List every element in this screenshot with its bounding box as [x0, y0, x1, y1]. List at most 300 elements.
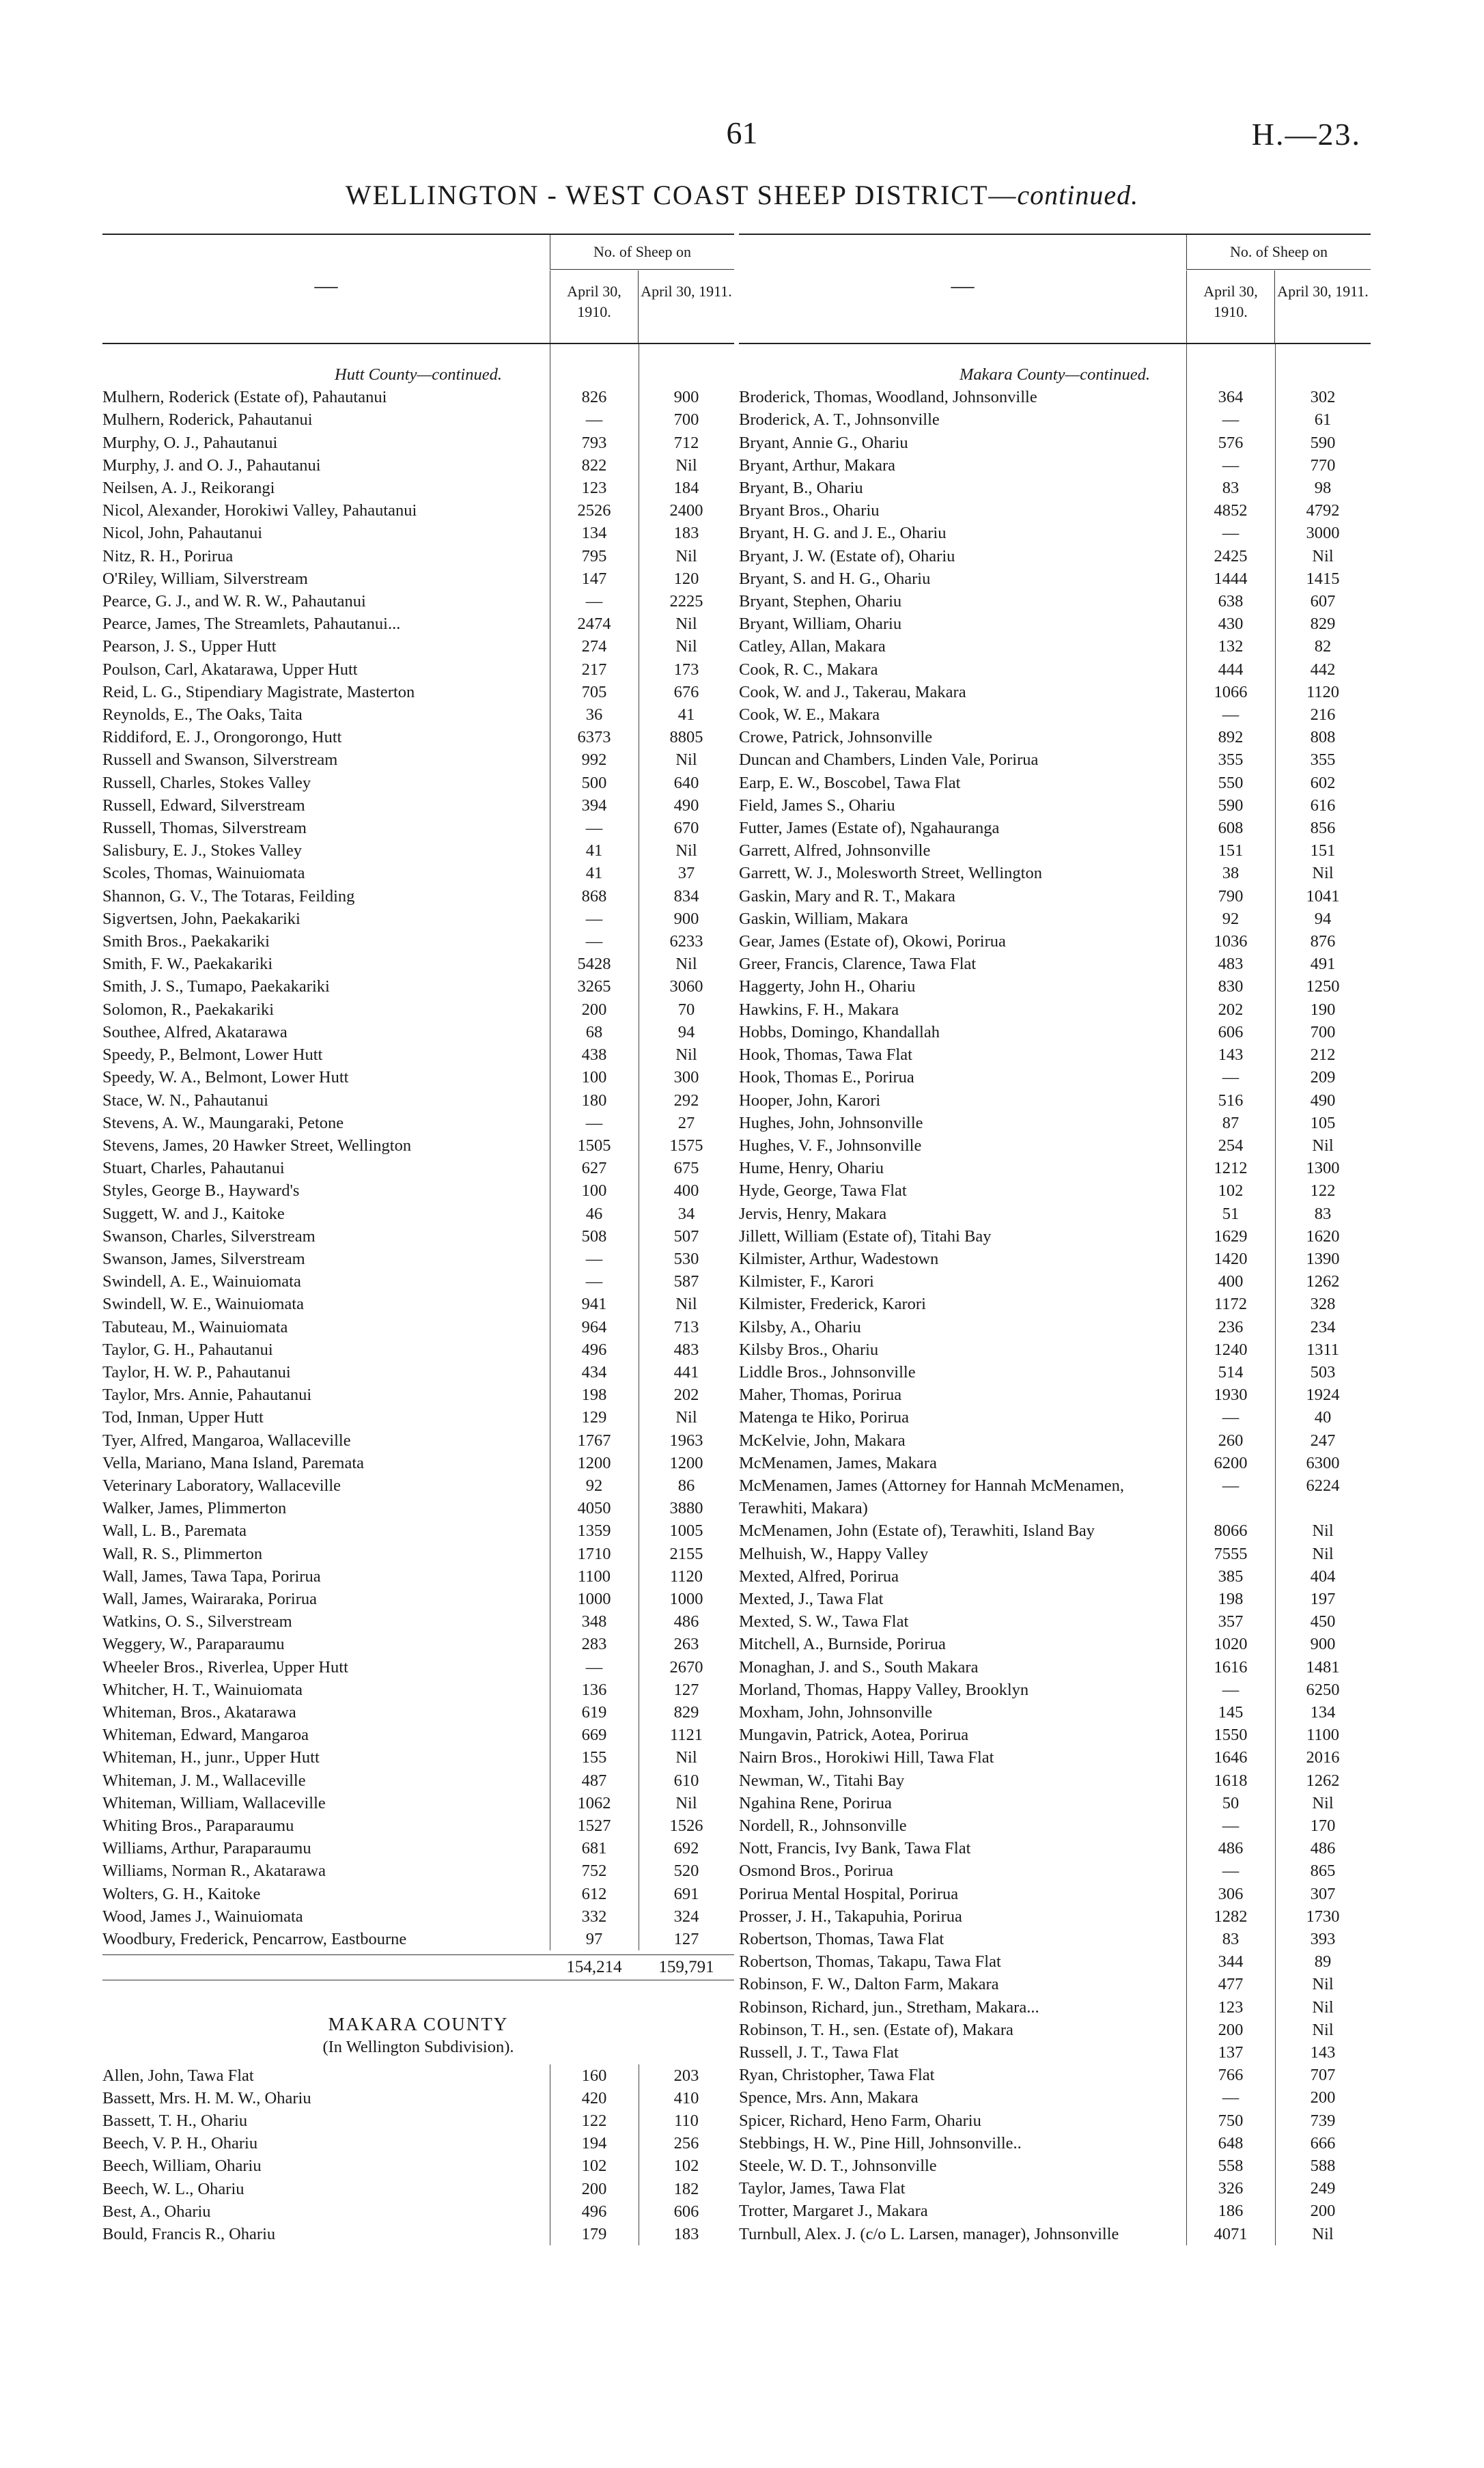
- owner-name: Broderick, Thomas, Woodland, Johnsonville: [739, 388, 1037, 407]
- owner-name: Watkins, O. S., Silverstream: [102, 1612, 292, 1631]
- sheep-1911: Nil: [1312, 1136, 1334, 1155]
- owner-name: Haggerty, John H., Ohariu: [739, 977, 916, 996]
- owner-name: Murphy, O. J., Pahautanui: [102, 433, 278, 452]
- sheep-1911: Nil: [1312, 2020, 1334, 2039]
- header-col-1911: April 30, 1911.: [641, 283, 732, 300]
- sheep-1910: 143: [1218, 1046, 1244, 1065]
- sheep-1911: 856: [1310, 819, 1336, 838]
- sheep-1911: 2155: [669, 1544, 703, 1563]
- table-row: [739, 930, 1371, 953]
- owner-name: Scoles, Thomas, Wainuiomata: [102, 864, 305, 883]
- owner-name: Taylor, James, Tawa Flat: [739, 2179, 906, 2198]
- owner-name: Matenga te Hiko, Porirua: [739, 1408, 910, 1427]
- sheep-1911: 610: [673, 1771, 699, 1790]
- sheep-1910: 344: [1218, 1952, 1244, 1972]
- sheep-1910: 4050: [577, 1499, 611, 1518]
- sheep-1911: 173: [673, 660, 699, 679]
- table-row: [102, 1814, 734, 1837]
- sheep-1911: 183: [673, 2225, 699, 2244]
- sheep-1910: 2526: [577, 501, 611, 520]
- sheep-1911: 491: [1310, 955, 1336, 974]
- sheep-1910: —: [585, 1249, 603, 1268]
- sheep-1910: 129: [581, 1408, 607, 1427]
- owner-name: Williams, Arthur, Paraparaumu: [102, 1839, 311, 1858]
- table-row: [739, 1361, 1371, 1384]
- sheep-1911: 1120: [1306, 682, 1340, 701]
- sheep-1911: 6300: [1306, 1453, 1340, 1472]
- owner-name: Duncan and Chambers, Linden Vale, Porirua: [739, 751, 1039, 770]
- sheep-1911: 829: [673, 1702, 699, 1722]
- sheep-1910: 1616: [1214, 1657, 1248, 1677]
- sheep-1910: 260: [1218, 1431, 1244, 1450]
- sheep-1911: 1121: [669, 1726, 703, 1745]
- owner-name: Wall, James, Wairaraka, Porirua: [102, 1589, 317, 1608]
- owner-name: Styles, George B., Hayward's: [102, 1181, 300, 1201]
- owner-name: Woodbury, Frederick, Pencarrow, Eastbourne: [102, 1930, 407, 1949]
- owner-name: Whitcher, H. T., Wainuiomata: [102, 1680, 303, 1699]
- owner-name: Bassett, T. H., Ohariu: [102, 2112, 248, 2131]
- sheep-1911: 1526: [669, 1817, 703, 1835]
- sheep-1910: 444: [1218, 660, 1244, 679]
- sheep-1910: 487: [581, 1771, 607, 1790]
- sheep-1910: 7555: [1214, 1544, 1248, 1563]
- sheep-1910: 155: [581, 1748, 607, 1767]
- sheep-1910: 122: [581, 2112, 607, 2131]
- right-table-header: [739, 234, 1371, 344]
- table-row: [739, 1157, 1371, 1179]
- table-row: [102, 885, 734, 908]
- owner-name: Mulhern, Roderick, Pahautanui: [102, 410, 313, 430]
- sheep-1910: 627: [581, 1159, 607, 1178]
- owner-name: Bryant, Arthur, Makara: [739, 455, 895, 475]
- sheep-1910: 669: [581, 1726, 607, 1745]
- sheep-1911: 134: [1310, 1702, 1336, 1722]
- sheep-1911: 404: [1310, 1567, 1336, 1586]
- sheep-1910: 6200: [1214, 1453, 1248, 1472]
- owner-name: Russell, J. T., Tawa Flat: [739, 2043, 899, 2062]
- sheep-1910: 134: [581, 524, 607, 543]
- sheep-1911: 202: [673, 1386, 699, 1405]
- table-row: [739, 748, 1371, 771]
- table-row: [739, 1950, 1371, 1973]
- sheep-1910: —: [1222, 455, 1240, 475]
- sheep-1910: 4071: [1214, 2224, 1248, 2243]
- sheep-1910: 1629: [1214, 1226, 1248, 1246]
- sheep-1911: 442: [1310, 660, 1336, 679]
- sheep-1911: 707: [1310, 2066, 1336, 2085]
- sheep-1910: 348: [581, 1612, 607, 1631]
- sheep-1910: 194: [581, 2134, 607, 2153]
- sheep-1911: 900: [1310, 1635, 1336, 1654]
- sheep-1910: 766: [1218, 2066, 1244, 2085]
- table-row: [739, 408, 1371, 431]
- table-row: [102, 862, 734, 884]
- table-row: [739, 2177, 1371, 2200]
- sheep-1910: 752: [581, 1862, 607, 1881]
- sheep-1911: 70: [677, 1000, 695, 1019]
- sheep-1911: Nil: [675, 1046, 697, 1065]
- table-row: [739, 1179, 1371, 1202]
- table-row: [102, 1293, 734, 1315]
- table-row: [102, 1905, 734, 1928]
- table-row: [102, 1883, 734, 1905]
- sheep-1910: 137: [1218, 2043, 1244, 2062]
- table-row: [102, 1406, 734, 1429]
- sheep-1911: 393: [1310, 1930, 1336, 1949]
- left-table-header: [102, 234, 734, 344]
- sheep-1911: 247: [1310, 1431, 1336, 1450]
- total-1910: 154,214: [566, 1958, 622, 1977]
- owner-name: Maher, Thomas, Porirua: [739, 1386, 902, 1405]
- table-row: [102, 567, 734, 590]
- owner-name: Robinson, F. W., Dalton Farm, Makara: [739, 1975, 999, 1994]
- sheep-1910: —: [585, 1657, 603, 1677]
- owner-name: Bassett, Mrs. H. M. W., Ohariu: [102, 2088, 311, 2107]
- sheep-1910: 1505: [577, 1136, 611, 1155]
- sheep-1910: 6373: [577, 728, 611, 747]
- table-row: [739, 1769, 1371, 1792]
- sheep-1911: 256: [673, 2134, 699, 2153]
- owner-name: Williams, Norman R., Akatarawa: [102, 1862, 326, 1881]
- table-row: [102, 2087, 734, 2109]
- sheep-1910: 1527: [577, 1817, 611, 1835]
- table-row: [739, 1203, 1371, 1225]
- owner-name: Kilsby, A., Ohariu: [739, 1317, 861, 1336]
- owner-name: Wolters, G. H., Kaitoke: [102, 1884, 261, 1903]
- table-row: [102, 1701, 734, 1724]
- sheep-1911: 486: [673, 1612, 699, 1631]
- owner-name: Suggett, W. and J., Kaitoke: [102, 1204, 285, 1223]
- owner-name: Russell, Thomas, Silverstream: [102, 819, 307, 838]
- owner-name: Porirua Mental Hospital, Porirua: [739, 1884, 959, 1903]
- owner-name: Hyde, George, Tawa Flat: [739, 1181, 907, 1201]
- table-row: [102, 703, 734, 726]
- sheep-1911: Nil: [675, 455, 697, 475]
- sheep-1910: 50: [1222, 1793, 1240, 1812]
- sheep-1910: 283: [581, 1635, 607, 1654]
- owner-name: Taylor, G. H., Pahautanui: [102, 1340, 273, 1359]
- sheep-1911: Nil: [675, 637, 697, 656]
- sheep-1910: 790: [1218, 886, 1244, 906]
- table-row: [102, 1837, 734, 1860]
- sheep-1910: 254: [1218, 1136, 1244, 1155]
- sheep-1910: 992: [581, 751, 607, 770]
- table-row: [739, 1406, 1371, 1429]
- owner-name: Whiteman, Edward, Mangaroa: [102, 1726, 309, 1745]
- sheep-1911: 490: [1310, 1091, 1336, 1110]
- page-title: [0, 179, 1484, 211]
- sheep-1911: Nil: [675, 751, 697, 770]
- sheep-1911: Nil: [1312, 1793, 1334, 1812]
- table-row: [739, 386, 1371, 408]
- owner-name: Wheeler Bros., Riverlea, Upper Hutt: [102, 1657, 348, 1677]
- right-column: [739, 234, 1371, 2245]
- sheep-1911: 83: [1314, 1204, 1332, 1223]
- right-table-body: [739, 344, 1371, 2245]
- sheep-1911: Nil: [1312, 1544, 1334, 1563]
- sheep-1910: 1240: [1214, 1340, 1248, 1359]
- table-row: [739, 703, 1371, 726]
- sheep-1911: 197: [1310, 1589, 1336, 1608]
- sheep-1910: 590: [1218, 796, 1244, 815]
- table-row: [102, 975, 734, 998]
- sheep-1910: 1618: [1214, 1771, 1248, 1790]
- sheep-1910: 795: [581, 546, 607, 565]
- title-main: WELLINGTON - WEST COAST SHEEP DISTRICT—: [345, 180, 1018, 210]
- owner-name: Hooper, John, Karori: [739, 1091, 881, 1110]
- table-row: [739, 590, 1371, 613]
- table-row: [739, 726, 1371, 748]
- sheep-1911: Nil: [1312, 1997, 1334, 2017]
- owner-name: Bryant, B., Ohariu: [739, 479, 863, 498]
- sheep-1910: 550: [1218, 773, 1244, 792]
- sheep-1910: 2474: [577, 615, 611, 634]
- sheep-1910: 1930: [1214, 1386, 1248, 1405]
- owner-name: O'Riley, William, Silverstream: [102, 569, 308, 588]
- table-row: [102, 930, 734, 953]
- sheep-1911: 200: [1310, 2202, 1336, 2221]
- sheep-1910: 500: [581, 773, 607, 792]
- table-row: [739, 953, 1371, 975]
- sheep-1910: 1420: [1214, 1249, 1248, 1268]
- owner-name: Reynolds, E., The Oaks, Taita: [102, 705, 303, 725]
- sheep-1911: 151: [1310, 841, 1336, 860]
- sheep-1911: 102: [673, 2157, 699, 2176]
- sheep-1911: 2225: [669, 592, 703, 611]
- table-row: [739, 1293, 1371, 1315]
- table-row: [739, 522, 1371, 544]
- header-col-1911: April 30, 1911.: [1277, 283, 1369, 300]
- owner-name: Mexted, S. W., Tawa Flat: [739, 1612, 909, 1631]
- sheep-1910: 483: [1218, 955, 1244, 974]
- table-row: [102, 522, 734, 544]
- table-row: [739, 839, 1371, 862]
- owner-name: Liddle Bros., Johnsonville: [739, 1362, 916, 1382]
- table-row: [739, 975, 1371, 998]
- owner-name: Ryan, Christopher, Tawa Flat: [739, 2066, 935, 2085]
- owner-name: Speedy, P., Belmont, Lower Hutt: [102, 1046, 323, 1065]
- table-row: [739, 1746, 1371, 1769]
- sheep-1911: 712: [673, 433, 699, 452]
- owner-name: Bryant, J. W. (Estate of), Ohariu: [739, 546, 955, 565]
- sheep-1910: 87: [1222, 1113, 1240, 1132]
- owner-name: Southee, Alfred, Akatarawa: [102, 1022, 288, 1041]
- table-row: [102, 1519, 734, 1542]
- owner-name: Whiteman, William, Wallaceville: [102, 1793, 326, 1812]
- table-row: [739, 1588, 1371, 1610]
- sheep-1911: 1575: [669, 1136, 703, 1155]
- owner-name: Solomon, R., Paekakariki: [102, 1000, 275, 1019]
- sheep-1910: 964: [581, 1317, 607, 1336]
- sheep-1910: 1172: [1214, 1295, 1248, 1314]
- table-row: [102, 1679, 734, 1701]
- owner-name: Nairn Bros., Horokiwi Hill, Tawa Flat: [739, 1748, 994, 1767]
- sheep-1910: 1767: [577, 1431, 611, 1450]
- sheep-1911: 588: [1310, 2157, 1336, 2176]
- sheep-1910: 3265: [577, 977, 611, 996]
- owner-name: Field, James S., Ohariu: [739, 796, 895, 815]
- table-row: [739, 545, 1371, 567]
- table-row: [102, 1316, 734, 1338]
- sheep-1910: 750: [1218, 2111, 1244, 2130]
- table-row: [102, 1565, 734, 1588]
- sheep-1910: 100: [581, 1181, 607, 1201]
- sheep-1910: 496: [581, 1340, 607, 1359]
- owner-name: Nicol, John, Pahautanui: [102, 524, 263, 543]
- table-row: [102, 1157, 734, 1179]
- sheep-1911: 183: [673, 524, 699, 543]
- owner-name: Mitchell, A., Burnside, Porirua: [739, 1635, 946, 1654]
- sheep-1910: 1100: [577, 1567, 611, 1586]
- sheep-1911: 675: [673, 1159, 699, 1178]
- owner-name: Kilsby Bros., Ohariu: [739, 1340, 879, 1359]
- owner-name: Pearson, J. S., Upper Hutt: [102, 637, 277, 656]
- table-row: [739, 477, 1371, 499]
- table-row: [739, 772, 1371, 794]
- sheep-1911: 203: [673, 2066, 699, 2085]
- sheep-1911: 1311: [1306, 1340, 1340, 1359]
- owner-name: Bryant, Annie G., Ohariu: [739, 433, 908, 452]
- owner-name: Smith, F. W., Paekakariki: [102, 955, 273, 974]
- table-row: [102, 1225, 734, 1248]
- owner-name: Pearce, G. J., and W. R. W., Pahautanui: [102, 592, 366, 611]
- sheep-1911: 587: [673, 1272, 699, 1291]
- sheep-1911: 692: [673, 1839, 699, 1858]
- sheep-1911: 1262: [1306, 1771, 1340, 1790]
- owner-name: Nordell, R., Johnsonville: [739, 1817, 907, 1835]
- sheep-1910: 160: [581, 2066, 607, 2085]
- sheep-1910: 5428: [577, 955, 611, 974]
- sheep-1911: 110: [674, 2112, 699, 2131]
- owner-name: Tyer, Alfred, Mangaroa, Wallaceville: [102, 1431, 351, 1450]
- owner-name: Weggery, W., Paraparaumu: [102, 1635, 285, 1654]
- sheep-1910: 1710: [577, 1544, 611, 1563]
- sheep-1911: 98: [1314, 479, 1332, 498]
- owner-name: Gaskin, William, Makara: [739, 909, 908, 928]
- owner-name: Smith, J. S., Tumapo, Paekakariki: [102, 977, 330, 996]
- table-row: [102, 2132, 734, 2155]
- sheep-1911: Nil: [675, 546, 697, 565]
- sheep-1910: 38: [1222, 864, 1240, 883]
- owner-name: Salisbury, E. J., Stokes Valley: [102, 841, 302, 860]
- sheep-1910: 179: [581, 2225, 607, 2244]
- owner-name: Kilmister, F., Karori: [739, 1272, 874, 1291]
- owner-name: Robertson, Thomas, Tawa Flat: [739, 1930, 944, 1949]
- table-row: [102, 1860, 734, 1882]
- table-row: [739, 1610, 1371, 1633]
- table-row: [102, 1270, 734, 1293]
- sheep-1910: —: [1222, 2088, 1240, 2107]
- sheep-1911: 640: [673, 773, 699, 792]
- sheep-1911: Nil: [1312, 546, 1334, 565]
- sheep-1910: 147: [581, 569, 607, 588]
- sheep-1910: 200: [1218, 2020, 1244, 2039]
- sheep-1911: 355: [1310, 751, 1336, 770]
- sheep-1910: 558: [1218, 2157, 1244, 2176]
- sheep-1911: 2400: [669, 501, 703, 520]
- table-row: [102, 590, 734, 613]
- table-row: [739, 1905, 1371, 1928]
- owner-name: Best, A., Ohariu: [102, 2202, 211, 2221]
- sheep-1911: Nil: [675, 1748, 697, 1767]
- sheep-1910: 681: [581, 1839, 607, 1858]
- sheep-1911: 400: [673, 1181, 699, 1201]
- sheep-1910: 941: [581, 1295, 607, 1314]
- sheep-1911: 182: [673, 2179, 699, 2198]
- owner-name: Hughes, V. F., Johnsonville: [739, 1136, 922, 1155]
- table-row: [739, 998, 1371, 1021]
- sheep-1911: Nil: [1312, 864, 1334, 883]
- sheep-1910: 420: [581, 2088, 607, 2107]
- owner-name: Hume, Henry, Ohariu: [739, 1159, 884, 1178]
- owner-name: McMenamen, James (Attorney for Hannah McMenamen, Terawhiti, Makara): [739, 1476, 1125, 1518]
- sheep-1911: 292: [673, 1091, 699, 1110]
- owner-name: Jervis, Henry, Makara: [739, 1204, 887, 1223]
- table-row: [739, 1973, 1371, 1995]
- sheep-1910: 394: [581, 796, 607, 815]
- owner-name: Robertson, Thomas, Takapu, Tawa Flat: [739, 1952, 1001, 1972]
- sheep-1911: 1262: [1306, 1272, 1340, 1291]
- sheep-1911: 184: [673, 479, 699, 498]
- sheep-1911: 94: [1314, 909, 1332, 928]
- sheep-1911: 120: [673, 569, 699, 588]
- sheep-1911: Nil: [1312, 2224, 1334, 2243]
- page-number: 61: [726, 115, 758, 150]
- table-row: [102, 908, 734, 930]
- sheep-1911: 1250: [1306, 977, 1340, 996]
- sheep-1910: 1212: [1214, 1159, 1248, 1178]
- sheep-1910: —: [1222, 1862, 1240, 1881]
- sheep-1910: —: [1222, 1817, 1240, 1835]
- sheep-1910: 123: [1218, 1997, 1244, 2017]
- owner-name: Murphy, J. and O. J., Pahautanui: [102, 455, 321, 475]
- sheep-1911: 234: [1310, 1317, 1336, 1336]
- table-row: [739, 1679, 1371, 1701]
- table-row: [739, 1565, 1371, 1588]
- table-row: [739, 1384, 1371, 1406]
- sheep-1910: 826: [581, 388, 607, 407]
- table-row: [102, 499, 734, 522]
- sheep-1911: 34: [677, 1204, 695, 1223]
- sheep-1910: 1200: [577, 1453, 611, 1472]
- table-row: [739, 567, 1371, 590]
- sheep-1911: 876: [1310, 932, 1336, 951]
- table-row: [102, 2200, 734, 2223]
- sheep-1911: 700: [673, 410, 699, 430]
- header-dash: —: [951, 273, 975, 298]
- sheep-1910: 36: [585, 705, 603, 725]
- header-col-1910: April 30, 1910.: [1186, 270, 1275, 343]
- owner-name: Osmond Bros., Porirua: [739, 1862, 893, 1881]
- sheep-1910: 508: [581, 1226, 607, 1246]
- left-table-body-2: [102, 2064, 734, 2246]
- left-table-body: [102, 344, 734, 1950]
- sheep-1910: 151: [1218, 841, 1244, 860]
- table-row: [739, 1225, 1371, 1248]
- owner-name: Hook, Thomas E., Porirua: [739, 1068, 914, 1087]
- owner-name: Bryant, William, Ohariu: [739, 615, 902, 634]
- table-row: [102, 2223, 734, 2245]
- table-row: [102, 1724, 734, 1746]
- sheep-1910: 306: [1218, 1884, 1244, 1903]
- sheep-1911: 1924: [1306, 1386, 1340, 1405]
- sheep-1910: —: [1222, 410, 1240, 430]
- table-row: [739, 1860, 1371, 1882]
- sheep-1911: 808: [1310, 728, 1336, 747]
- sheep-1911: 1000: [669, 1589, 703, 1608]
- table-row: [739, 1066, 1371, 1089]
- owner-name: Russell, Edward, Silverstream: [102, 796, 305, 815]
